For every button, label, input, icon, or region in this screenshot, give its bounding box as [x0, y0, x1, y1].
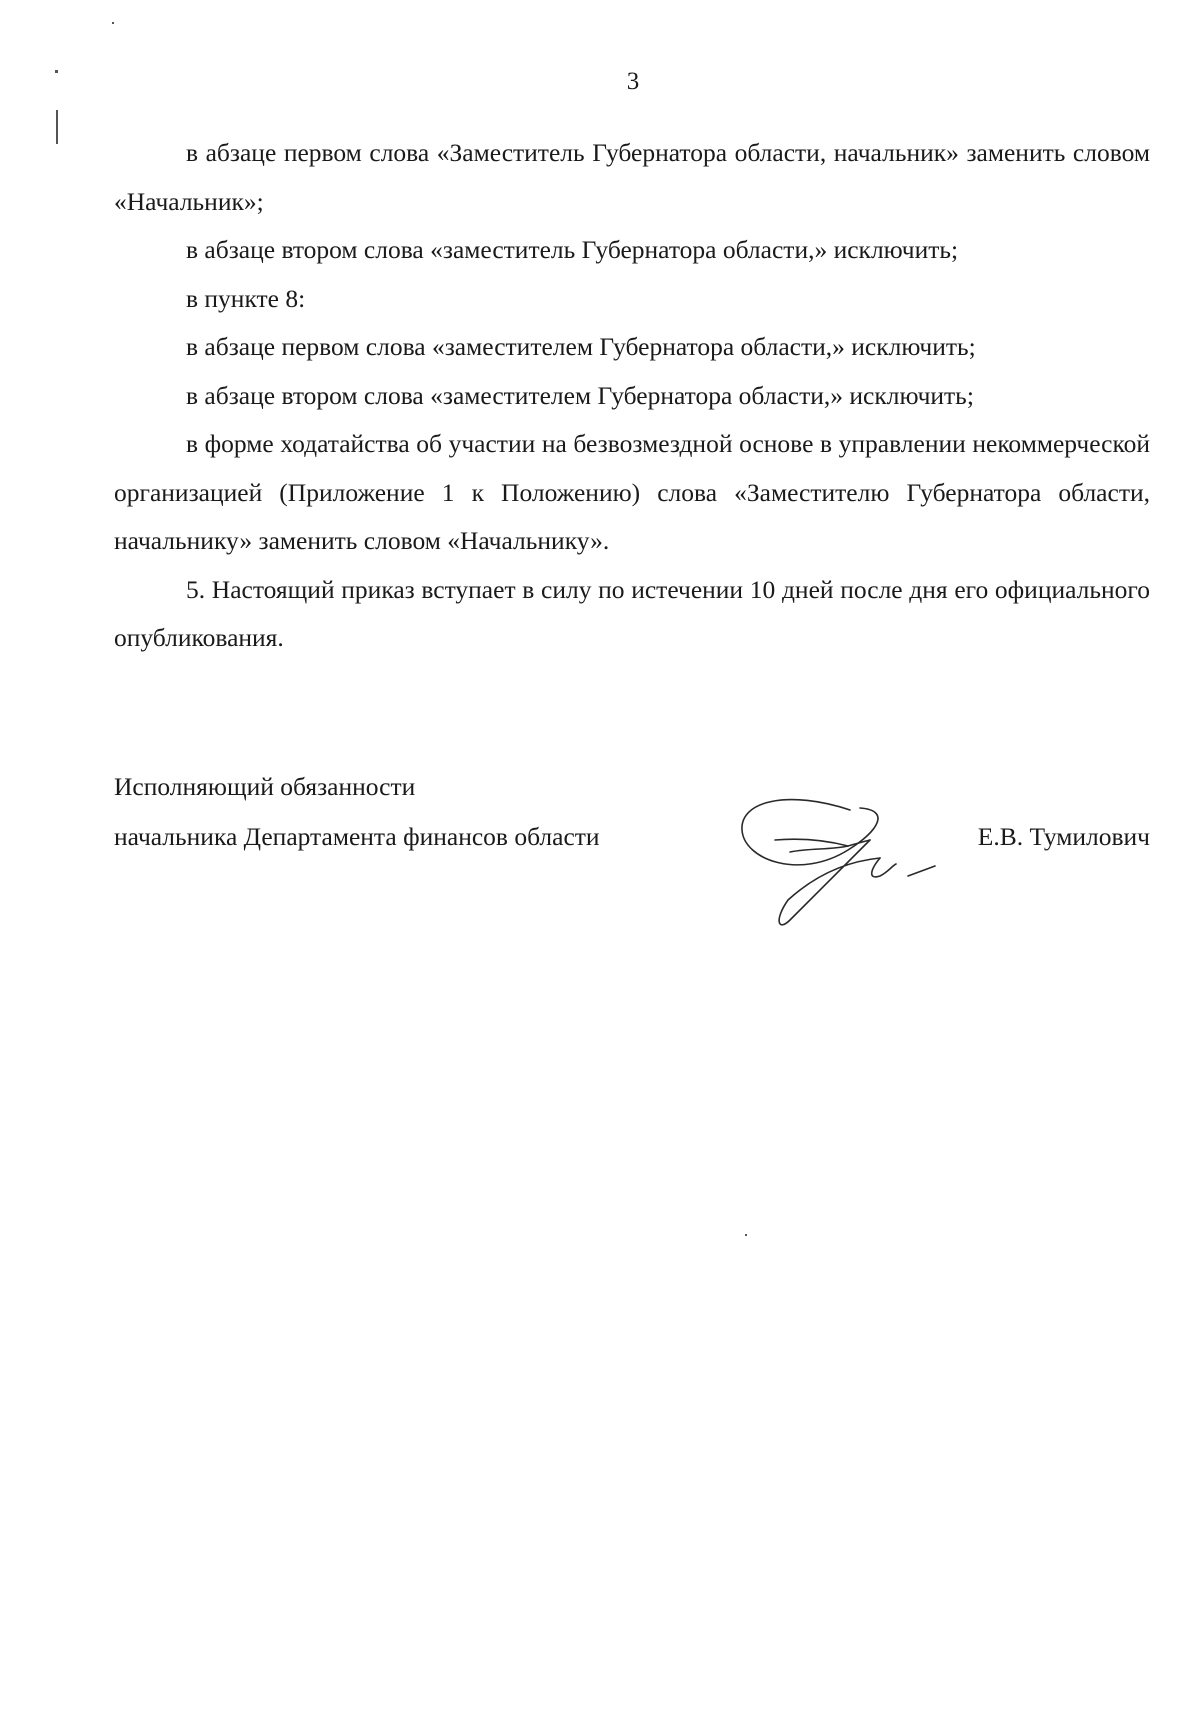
- paragraph: в форме ходатайства об участии на безвозмездной основе в управлении некоммерческой организацией (Приложение 1 к Положению) слова «Заместителю Губернатора области, начальнику» заменить словом «Начальнику».: [114, 429, 1150, 555]
- document-body: [114, 129, 1150, 663]
- handwritten-signature-icon: [730, 780, 950, 940]
- signer-position: [114, 762, 600, 862]
- signer-position-line: Исполняющий обязанности: [114, 772, 416, 801]
- scan-artifact: [55, 70, 58, 73]
- paragraph: в абзаце втором слова «заместителем Губернатора области,» исключить;: [186, 380, 974, 410]
- paragraph: в абзаце втором слова «заместитель Губернатора области,» исключить;: [186, 235, 959, 264]
- page-number: 3: [626, 68, 640, 95]
- paragraph: в абзаце первом слова «Заместитель Губернатора области, начальник» заменить словом «Начальник»;: [114, 138, 1150, 216]
- signer-position-line: начальника Департамента финансов области: [114, 822, 600, 851]
- signer-name: Е.В. Тумилович: [977, 822, 1150, 851]
- scan-artifact: [56, 110, 58, 144]
- scan-artifact: [112, 22, 114, 24]
- scan-artifact: [745, 1234, 747, 1236]
- paragraph: в абзаце первом слова «заместителем Губернатора области,» исключить;: [186, 332, 976, 361]
- paragraph: 5. Настоящий приказ вступает в силу по истечении 10 дней после дня его официального опубликования.: [114, 574, 1150, 652]
- paragraph: в пункте 8:: [186, 283, 306, 313]
